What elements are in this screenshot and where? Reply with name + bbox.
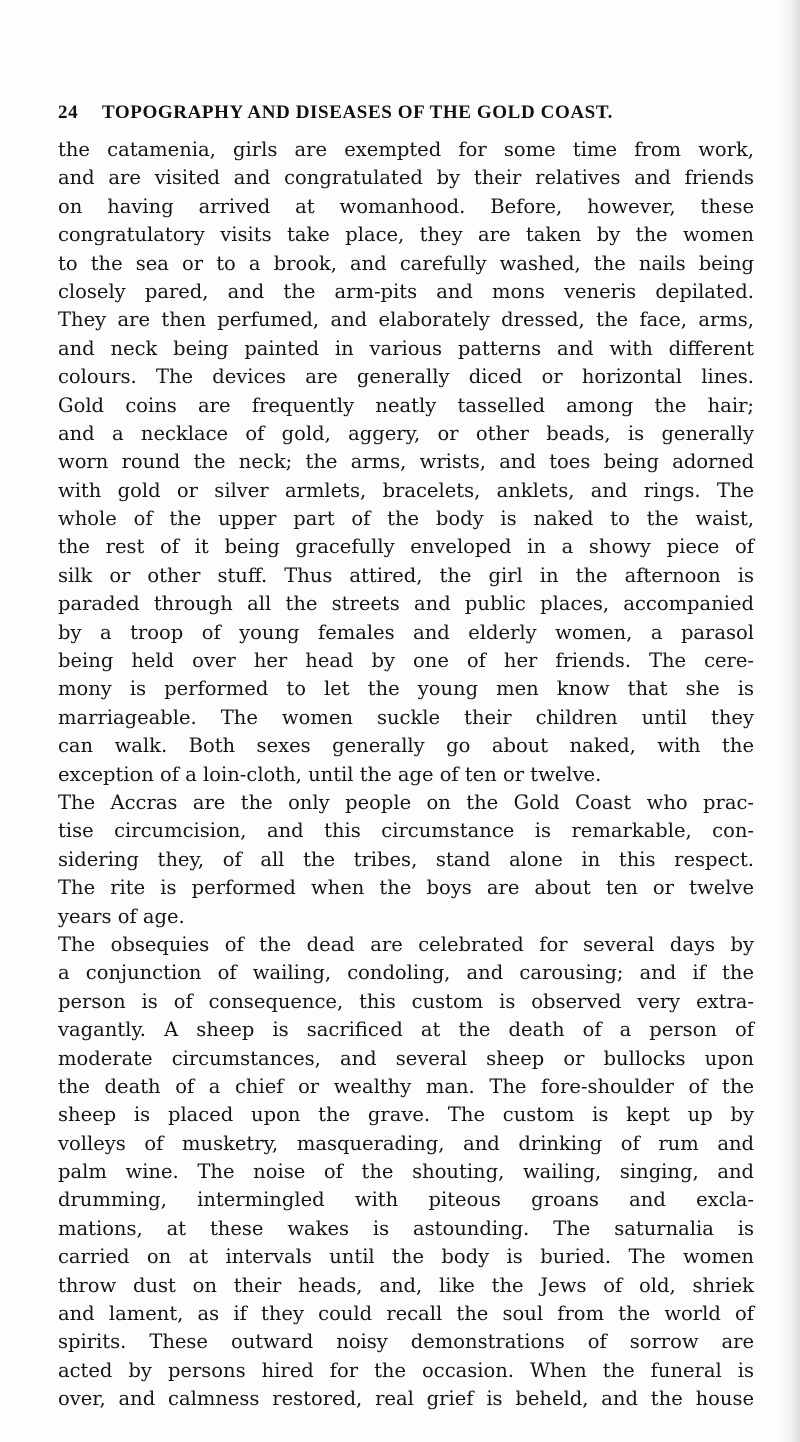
text-line: Gold coins are frequently neatly tasselled among the hair;: [58, 393, 754, 417]
text-line: person is of consequence, this custom is observed very extra-: [58, 989, 754, 1013]
text-line: palm wine. The noise of the shouting, wailing, singing, and: [58, 1160, 754, 1184]
text-line: whole of the upper part of the body is naked to the waist,: [58, 507, 754, 531]
text-line: exception of a loin-cloth, until the age of ten or twelve.: [58, 762, 602, 786]
text-line: The rite is performed when the boys are about ten or twelve: [58, 876, 754, 900]
page-number: 24: [58, 102, 79, 123]
text-line: and neck being painted in various patterns and with different: [58, 336, 754, 360]
running-header: [58, 102, 748, 124]
text-line: can walk. Both sexes generally go about naked, with the: [58, 734, 754, 758]
text-line: colours. The devices are generally diced or horizontal lines.: [58, 365, 754, 389]
text-line: moderate circumstances, and several sheep or bullocks upon: [58, 1046, 754, 1070]
text-line: mations, at these wakes is astounding. The saturnalia is: [58, 1216, 754, 1240]
text-line: The Accras are the only people on the Gold Coast who prac-: [58, 790, 754, 814]
text-line: over, and calmness restored, real grief is beheld, and the house: [58, 1387, 754, 1411]
running-title: TOPOGRAPHY AND DISEASES OF THE GOLD COAST.: [102, 102, 614, 123]
text-line: The obsequies of the dead are celebrated for several days by: [58, 932, 754, 956]
text-line: spirits. These outward noisy demonstrations of sorrow are: [58, 1330, 754, 1354]
text-line: a conjunction of wailing, condoling, and carousing; and if the: [58, 961, 754, 985]
text-line: sidering they, of all the tribes, stand alone in this respect.: [58, 847, 754, 871]
page-edge-shadow: [778, 0, 800, 1442]
text-line: the death of a chief or wealthy man. The fore-shoulder of the: [58, 1074, 754, 1098]
text-line: and lament, as if they could recall the soul from the world of: [58, 1302, 754, 1326]
text-line: tise circumcision, and this circumstance is remarkable, con-: [58, 819, 754, 843]
text-line: paraded through all the streets and public places, accompanied: [58, 592, 754, 616]
text-line: on having arrived at womanhood. Before, however, these: [58, 194, 754, 218]
text-line: by a troop of young females and elderly women, a parasol: [58, 620, 754, 644]
text-line: sheep is placed upon the grave. The custom is kept up by: [58, 1103, 754, 1127]
text-line: silk or other stuff. Thus attired, the girl in the afternoon is: [58, 563, 754, 587]
text-line: the rest of it being gracefully enveloped in a showy piece of: [58, 535, 754, 559]
text-line: the catamenia, girls are exempted for some time from work,: [58, 138, 754, 161]
text-line: to the sea or to a brook, and carefully washed, the nails being: [58, 251, 754, 275]
body-text: [58, 136, 754, 1414]
text-line: marriageable. The women suckle their children until they: [58, 705, 754, 729]
text-line: worn round the neck; the arms, wrists, and toes being adorned: [58, 450, 754, 474]
text-line: with gold or silver armlets, bracelets, anklets, and rings. The: [58, 478, 754, 502]
text-line: being held over her head by one of her friends. The cere-: [58, 649, 754, 673]
text-line: They are then perfumed, and elaborately dressed, the face, arms,: [58, 308, 754, 332]
text-line: vagantly. A sheep is sacrificed at the death of a person of: [58, 1018, 754, 1042]
text-line: closely pared, and the arm-pits and mons veneris depilated.: [58, 279, 754, 303]
text-line: drumming, intermingled with piteous groans and excla-: [58, 1188, 754, 1212]
text-line: and a necklace of gold, aggery, or other beads, is generally: [58, 421, 754, 445]
text-line: volleys of musketry, masquerading, and drinking of rum and: [58, 1131, 754, 1155]
text-line: throw dust on their heads, and, like the Jews of old, shriek: [58, 1273, 754, 1297]
text-line: and are visited and congratulated by their relatives and friends: [58, 166, 754, 190]
text-line: congratulatory visits take place, they are taken by the women: [58, 223, 754, 247]
text-line: acted by persons hired for the occasion. When the funeral is: [58, 1358, 754, 1382]
text-line: mony is performed to let the young men know that she is: [58, 677, 754, 701]
text-line: years of age.: [58, 904, 185, 928]
text-line: carried on at intervals until the body is buried. The women: [58, 1245, 754, 1269]
